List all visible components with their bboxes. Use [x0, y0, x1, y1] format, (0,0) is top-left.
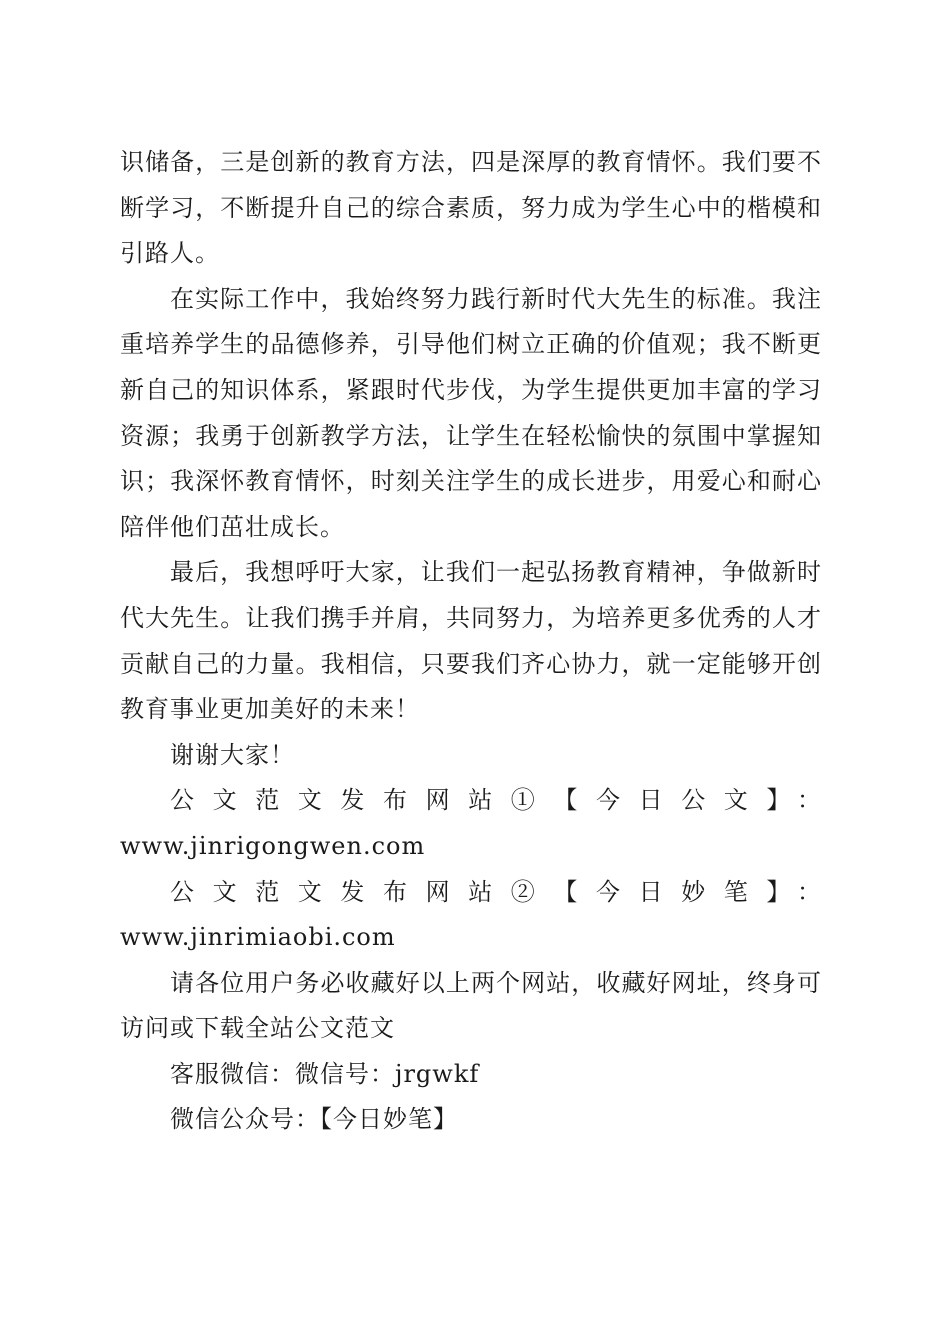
- site2-line: 公文范文发布网站②【今日妙笔】：www.jinrimiaobi.com: [120, 877, 822, 952]
- paragraph-continuation: 识储备，三是创新的教育方法，四是深厚的教育情怀。我们要不断学习，不断提升自己的综合素质，努力成为学生心中的楷模和引路人。: [120, 148, 822, 268]
- public-account: 微信公众号：【今日妙笔】: [170, 1105, 458, 1134]
- paragraph-practice: 在实际工作中，我始终努力践行新时代大先生的标准。我注重培养学生的品德修养，引导他们树立正确的价值观；我不断更新自己的知识体系，紧跟时代步伐，为学生提供更加丰富的学习资源；我勇于创新教学方法，让学生在轻松愉快的氛围中掌握知识；我深怀教育情怀，时刻关注学生的成长进步，用爱心和耐心陪伴他们茁壮成长。: [120, 284, 822, 541]
- service-wechat: 客服微信：微信号：jrgwkf: [170, 1059, 480, 1088]
- document-body: [120, 140, 822, 1143]
- site1-url: www.jinrigongwen.com: [120, 831, 426, 860]
- notice-paragraph: 请各位用户务必收藏好以上两个网站，收藏好网址，终身可访问或下载全站公文范文: [120, 968, 822, 1043]
- site1-label: 公文范文发布网站①【今日公文】：: [170, 786, 822, 815]
- paragraph-appeal: 最后，我想呼吁大家，让我们一起弘扬教育精神，争做新时代大先生。让我们携手并肩，共同努力，为培养更多优秀的人才贡献自己的力量。我相信，只要我们齐心协力，就一定能够开创教育事业更加美好的未来！: [120, 558, 822, 724]
- paragraph-thanks: 谢谢大家！: [170, 740, 295, 769]
